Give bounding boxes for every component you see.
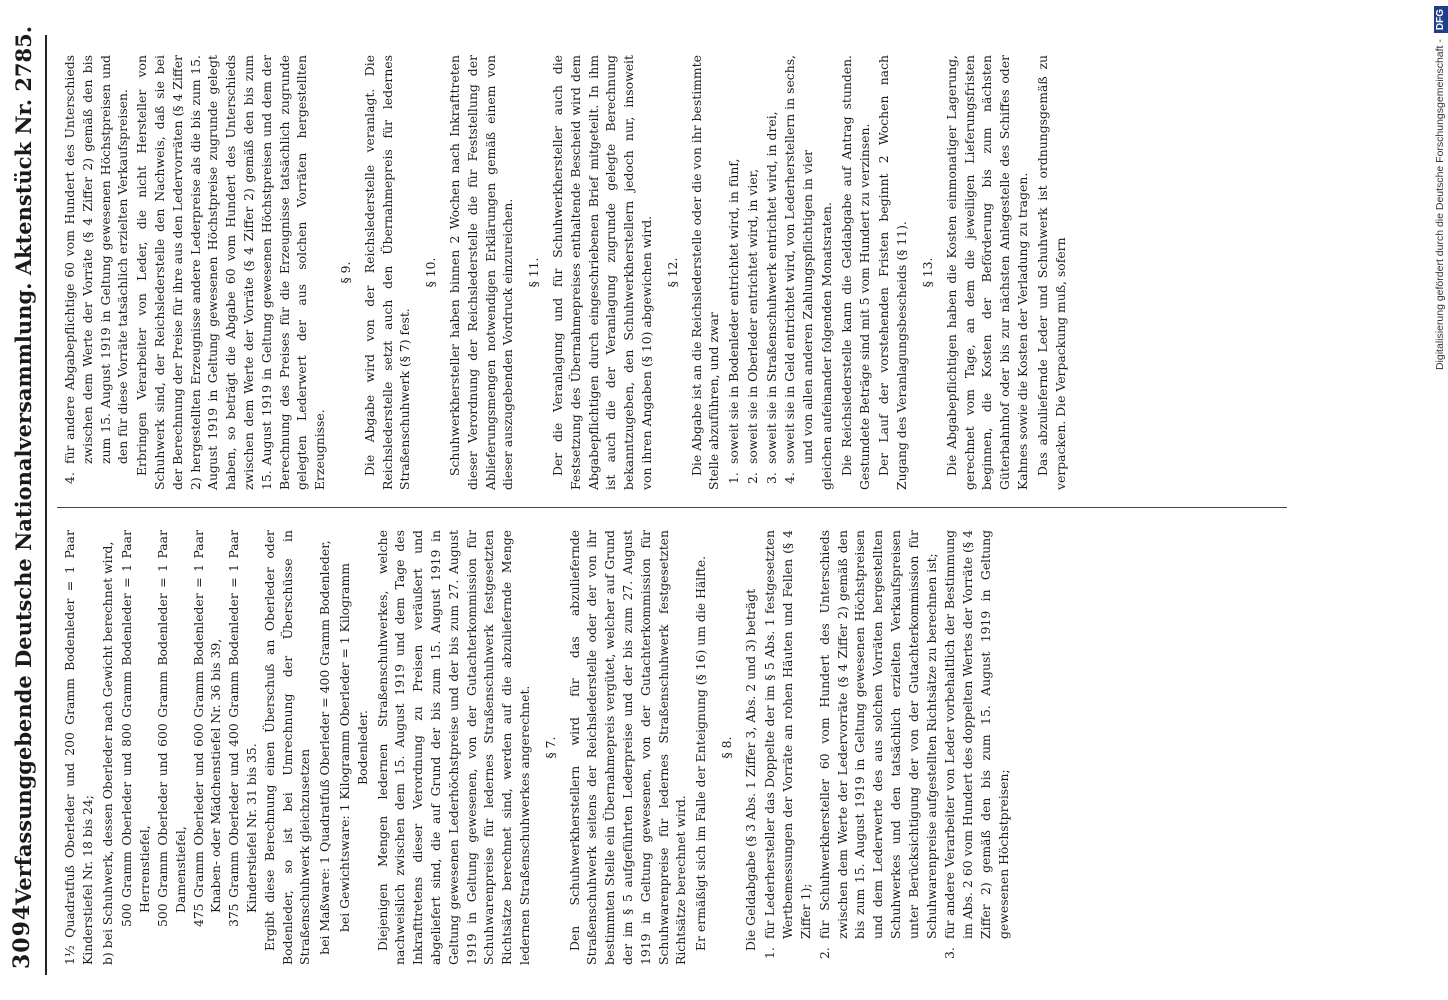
item-number: 4. <box>782 472 798 484</box>
left-column <box>61 530 1281 965</box>
paragraph: b) bei Schuhwerk, dessen Oberleder nach Gewicht berechnet wird, <box>99 541 115 965</box>
list-item: 475 Gramm Oberleder und 600 Gramm Bodenleder = 1 Paar Knaben- oder Mädchenstiefel Nr. 36 bis 39, <box>190 530 224 927</box>
paragraph: bei Maßware: 1 Quadratfuß Oberleder = 400 Gramm Bodenleder, <box>317 540 333 955</box>
paragraph: Erbringen Verarbeiter von Leder, die nicht Hersteller von Schuhwerk sind, der Reichslederstelle den Nachweis, daß sie bei der Berechnung der Preise für ihre aus den Ledervorräten (§ 4 Ziffer 2) hergestellten Erzeugnisse andere Lederpreise als die bis zum 15. August 1919 in Geltung gewesenen Höchstpreise zugrunde gelegt haben, so beträgt die Abgabe 60 vom Hundert des Unterschieds zwischen dem Werte der Vorräte (§ 4 Ziffer 2) gemäß den bis zum 15. August 1919 in Geltung gewesenen Höchstpreisen und dem der Berechnung des Preises für die Erzeugnisse tatsächlich zugrunde gelegten Lederwert der aus solchen Vorräten hergestellten Erzeugnisse. <box>134 55 328 490</box>
paragraph: Die Abgabepflichtigen haben die Kosten einmonatiger Lagerung, gerechnet vom Tage, an dem die jeweiligen Lieferungsfristen beginnen, die Kosten der Beförderung bis zum nächsten Güterbahnhof oder bis zur nächsten Anlegestelle des Schiffes oder Kahnes sowie die Kosten der Verladung zu tragen. <box>943 55 1031 490</box>
item-number: 3. <box>942 947 958 959</box>
right-column <box>61 55 1281 490</box>
list-item <box>781 55 817 490</box>
list-item: 500 Gramm Oberleder und 800 Gramm Bodenleder = 1 Paar Herrenstiefel, <box>119 530 153 927</box>
item-number: 2. <box>816 947 832 959</box>
paragraph: Die Reichslederstelle kann die Geldabgabe auf Antrag stunden. Gestundete Beträge sind mit 5 vom Hundert zu verzinsen. <box>838 55 872 490</box>
item-text: soweit sie in Bodenleder entrichtet wird, in fünf, <box>726 158 742 464</box>
paragraph: Die Geldabgabe (§ 3 Abs. 1 Ziffer 3, Abs. 2 und 3) beträgt <box>742 588 758 951</box>
item-number: 1. <box>726 472 742 484</box>
running-title: Verfassunggebende Deutsche Nationalversammlung. Aktenstück Nr. 2785. <box>11 25 36 905</box>
item-text: für Schuhwerkhersteller 60 vom Hundert des Unterschieds zwischen dem Werte der Ledervorräte (§ 4 Ziffer 2) gemäß den bis zum 15. August 1919 in Geltung gewesenen Höchstpreisen und dem Lederwerte des aus solchen Vorräten hergestellten Schuhwerkes und den tatsächlich erzielten Verkaufspreisen unter Berücksichtigung der von der Gutachterkommission für Schuhwarenpreise aufgestellten Richtsätze zu berechnen ist; <box>816 530 939 939</box>
page-header <box>5 25 47 975</box>
item-number: 2. <box>744 472 760 484</box>
list-item: 375 Gramm Oberleder und 400 Gramm Bodenleder = 1 Paar Kinderstiefel Nr. 31 bis 35. <box>226 530 259 927</box>
item-number: 4. <box>62 472 77 484</box>
paragraph: gleichen aufeinander folgenden Monatsraten. <box>819 202 835 490</box>
item-text: für andere Abgabepflichtige 60 vom Hundert des Unterschieds zwischen dem Werte der Vorräte (§ 4 Ziffer 2) gemäß den bis zum 15. August 1919 in Geltung gewesenen Höchstpreisen und den für diese Vorräte tatsächlich erzielten Verkaufspreisen. <box>62 55 131 464</box>
section-heading: § 8. <box>718 736 734 759</box>
column-divider <box>57 507 1287 508</box>
item-text: soweit sie in Straßenschuhwerk entrichtet wird, in drei, <box>763 111 779 464</box>
paragraph: Die Abgabe wird von der Reichslederstelle veranlagt. Die Reichslederstelle setzt auch den Übernahmepreis für ledernes Straßenschuhwerk (§ 7) fest. <box>361 55 413 490</box>
paragraph: Schuhwerkhersteller haben binnen 2 Wochen nach Inkrafttreten dieser Verordnung der Reichslederstelle die für Feststellung der Ablieferungsmengen notwendigen Erklärungen gemäß einem von dieser auszugebenden Vordruck einzureichen. <box>446 55 516 490</box>
item-text: für andere Verarbeiter von Leder vorbehaltlich der Bestimmung im Abs. 2 60 vom Hundert des doppelten Wertes der Vorräte (§ 4 Ziffer 2) gemäß den bis zum 15. August 1919 in Geltung gewesenen Höchstpreisen; <box>942 530 1011 939</box>
list-item <box>744 55 762 490</box>
document-page <box>5 25 1305 975</box>
list-item: 500 Gramm Oberleder und 600 Gramm Bodenleder = 1 Paar Damenstiefel, <box>154 530 188 927</box>
item-number: 3. <box>763 472 779 484</box>
paragraph: Die Abgabe ist an die Reichslederstelle oder die von ihr bestimmte Stelle abzuführen, und zwar <box>688 55 722 490</box>
item-text: soweit sie in Oberleder entrichtet wird, in vier, <box>744 168 760 464</box>
section-heading: § 11. <box>526 257 542 288</box>
section-heading: § 13. <box>920 257 936 288</box>
section-heading: § 9. <box>337 261 353 284</box>
list-item <box>763 55 781 490</box>
list-item <box>941 530 1012 965</box>
paragraph: Das abzuliefernde Leder und Schuhwerk ist ordnungsgemäß zu verpacken. Die Verpackung muß, sofern <box>1034 55 1068 490</box>
list-item <box>761 530 814 965</box>
item-text: soweit sie in Geld entrichtet wird, von Lederherstellern in sechs, und von allen anderen Zahlungspflichtigen in vier <box>782 55 816 464</box>
credit-text: Digitalisierung gefördert durch die Deutsche Forschungsgemeinschaft - <box>1434 39 1446 371</box>
paragraph: Den Schuhwerkherstellern wird für das abzuliefernde Straßenschuhwerk seitens der Reichslederstelle oder der von ihr bestimmten Stelle ein Übernahmepreis vergütet, welcher auf Grund der im § 5 aufgeführten Lederpreise und der bis zum 27. August 1919 in Geltung gewesenen, von der Gutachterkommission für Schuhwarenpreise für ledernes Straßenschuhwerk festgesetzten Richtsätze berechnet wird. <box>566 530 689 965</box>
digitization-credit <box>1416 6 1446 994</box>
item-number: 1. <box>762 947 778 959</box>
section-heading: § 10. <box>423 257 439 288</box>
list-item <box>816 530 941 965</box>
paragraph: Er ermäßigt sich im Falle der Enteignung (§ 16) um die Hälfte. <box>693 555 709 951</box>
section-heading: § 12. <box>664 257 680 288</box>
page-number: 3094 <box>9 903 35 969</box>
list-item <box>725 55 743 490</box>
paragraph: Der Lauf der vorstehenden Fristen beginnt 2 Wochen nach Zugang des Veranlagungsbescheids (§ 11). <box>876 55 910 490</box>
dfg-logo: DFG <box>1434 6 1448 33</box>
paragraph: bei Gewichtsware: 1 Kilogramm Oberleder = 1 Kilogramm Bodenleder. <box>336 562 370 933</box>
paragraph: 1½ Quadratfuß Oberleder und 200 Gramm Bodenleder = 1 Paar Kinderstiefel Nr. 18 bis 24; <box>62 530 95 965</box>
list-item <box>61 55 132 490</box>
item-text: für Lederhersteller das Doppelte der im § 5 Abs. 1 festgesetzten Wertbemessungen der Vorräte an rohen Häuten und Fellen (§ 4 Ziffer 1); <box>762 530 814 939</box>
paragraph: Ergibt diese Berechnung einen Überschuß an Oberleder oder Bodenleder, so ist bei Umrechnung der Überschüsse in Straßenschuhwerk gleichzusetzen <box>261 530 313 965</box>
paragraph: Der die Veranlagung und für Schuhwerkhersteller auch die Festsetzung des Übernahmepreises enthaltende Bescheid wird dem Abgabepflichtigen durch eingeschriebenen Brief mitgeteilt. In ihm ist auch die der Veranlagung zugrunde gelegte Berechnung bekanntzugeben, den Schuhwerkherstellern jedoch nur, insoweit von ihren Angaben (§ 10) abgewichen wird. <box>549 55 654 490</box>
paragraph: Diejenigen Mengen ledernen Straßenschuhwerkes, welche nachweislich zwischen dem 15. August 1919 und dem Tage des Inkrafttretens dieser Verordnung zu Preisen veräußert und abgeliefert sind, die auf Grund der bis zum 15. August 1919 in Geltung gewesenen Lederhöchstpreise und der bis zum 27. August 1919 in Geltung gewesenen, von der Gutachterkommission für Schuhwarenpreise für ledernes Straßenschuhwerk festgesetzten Richtsätze berechnet sind, werden auf die abzuliefernde Menge ledernen Straßenschuhwerkes angerechnet. <box>374 530 532 965</box>
section-heading: § 7. <box>542 736 558 759</box>
